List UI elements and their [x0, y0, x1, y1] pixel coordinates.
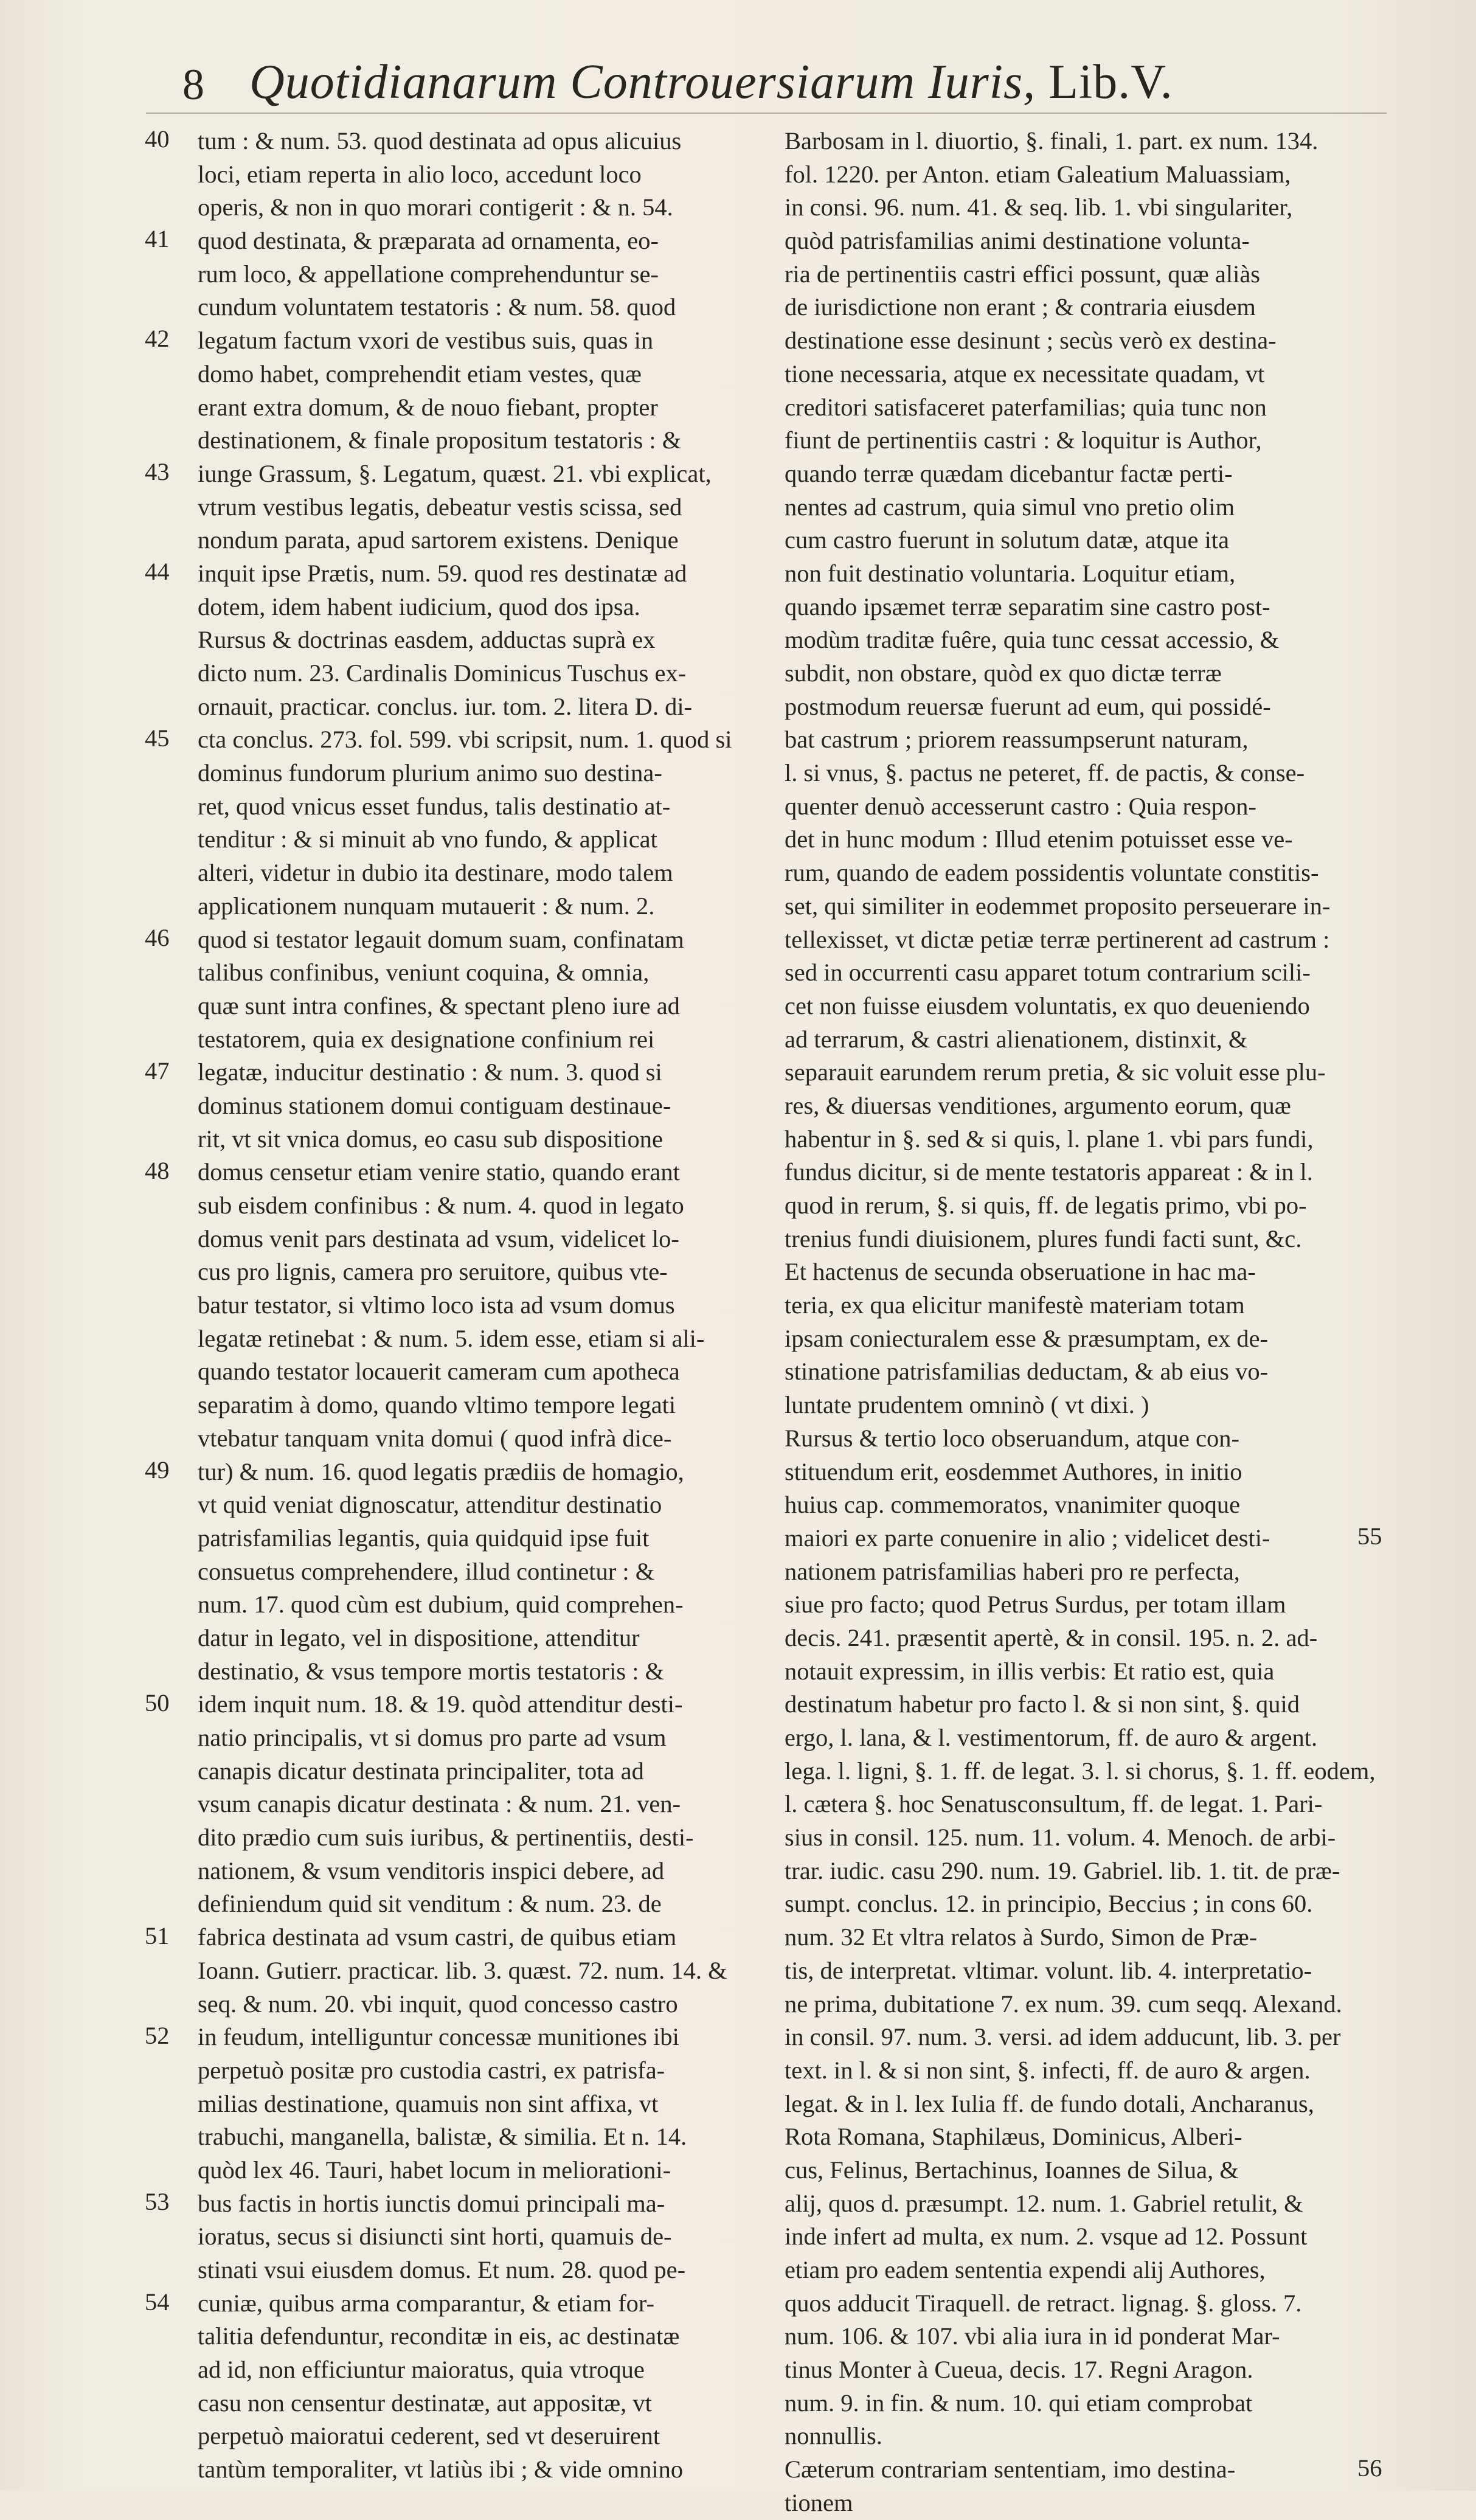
text-line: natio principalis, vt si domus pro parte ad vsum — [198, 1724, 667, 1751]
paragraph-number: 43 — [145, 458, 170, 485]
text-line: ad terrarum, & castri alienationem, distinxit, & — [785, 1025, 1248, 1053]
text-line: datur in legato, vel in dispositione, attenditur — [198, 1623, 640, 1651]
text-line: luntate prudentem omninò ( vt dixi. ) — [785, 1391, 1149, 1419]
text-line: ornauit, practicar. conclus. iur. tom. 2. litera D. di- — [198, 692, 693, 720]
text-line: notauit expressim, in illis verbis: Et ratio est, quia — [785, 1657, 1275, 1685]
paragraph-number: 40 — [145, 125, 170, 153]
text-line: sius in consil. 125. num. 11. volum. 4. Menoch. de arbi- — [785, 1824, 1336, 1852]
running-book: Lib.V. — [1048, 55, 1173, 109]
text-line: l. cætera §. hoc Senatusconsultum, ff. de legat. 1. Pari- — [785, 1790, 1323, 1818]
text-line: cuniæ, quibus arma comparantur, & etiam for- — [198, 2289, 655, 2317]
text-line: milias destinatione, quamuis non sint affixa, vt — [198, 2089, 659, 2117]
text-line: quæ sunt intra confines, & spectant pleno iure ad — [198, 991, 680, 1019]
text-line: Rursus & doctrinas easdem, adductas suprà ex — [198, 626, 656, 654]
text-line: nondum parata, apud sartorem existens. Denique — [198, 526, 679, 554]
text-line: legatum factum vxori de vestibus suis, quas in — [198, 327, 654, 355]
text-line: quando ipsæmet terræ separatim sine castro post- — [785, 592, 1270, 620]
text-line: siue pro facto; quod Petrus Surdus, per totam illam — [785, 1591, 1286, 1619]
text-line: alij, quos d. præsumpt. 12. num. 1. Gabriel retulit, & — [785, 2189, 1303, 2217]
text-line: applicationem nunquam mutauerit : & num. 2. — [198, 892, 655, 920]
text-line: trabuchi, manganella, balistæ, & similia. Et n. 14. — [198, 2123, 687, 2151]
text-line: tur) & num. 16. quod legatis prædiis de homagio, — [198, 1457, 684, 1485]
text-line: testatorem, quia ex designatione confinium rei — [198, 1025, 655, 1053]
text-line: inquit ipse Prætis, num. 59. quod res destinatæ ad — [198, 559, 687, 587]
text-line: Rursus & tertio loco obseruandum, atque con- — [785, 1424, 1239, 1452]
paragraph-number: 50 — [145, 1689, 170, 1716]
paragraph-number: 53 — [145, 2188, 170, 2216]
text-line: sumpt. conclus. 12. in principio, Beccius ; in cons 60. — [785, 1890, 1313, 1918]
text-line: rit, vt sit vnica domus, eo casu sub dispositione — [198, 1125, 663, 1153]
text-line: quòd patrisfamilias animi destinatione volunta- — [785, 227, 1250, 255]
paragraph-number: 41 — [145, 225, 170, 253]
text-line: postmodum reuersæ fuerunt ad eum, qui possidé- — [785, 692, 1271, 720]
text-line: sub eisdem confinibus : & num. 4. quod in legato — [198, 1192, 684, 1219]
text-line: talitia defenduntur, reconditæ in eis, ac destinatæ — [198, 2322, 680, 2350]
text-line: nonnullis. — [785, 2422, 882, 2450]
text-line: tenditur : & si minuit ab vno fundo, & applicat — [198, 825, 657, 853]
text-line: etiam pro eadem sententia expendi alij Authores, — [785, 2256, 1266, 2283]
text-line: fol. 1220. per Anton. etiam Galeatium Maluassiam, — [785, 160, 1291, 188]
text-line: cus, Felinus, Bertachinus, Ioannes de Silua, & — [785, 2156, 1239, 2184]
text-line: nentes ad castrum, quia simul vno pretio olim — [785, 493, 1235, 521]
text-line: lega. l. ligni, §. 1. ff. de legat. 3. l. si chorus, §. 1. ff. eodem, — [785, 1757, 1376, 1785]
left-column — [198, 125, 745, 2487]
text-line: Barbosam in l. diuortio, §. finali, 1. part. ex num. 134. — [785, 127, 1318, 154]
paragraph-number: 49 — [145, 1456, 170, 1484]
text-line: destinatum habetur pro facto l. & si non sint, §. quid — [785, 1690, 1300, 1718]
text-line: tantùm temporaliter, vt latiùs ibi ; & vide omnino — [198, 2456, 684, 2484]
text-line: stinati vsui eiusdem domus. Et num. 28. quod pe- — [198, 2256, 686, 2283]
paragraph-number: 52 — [145, 2021, 170, 2049]
text-line: alteri, videtur in dubio ita destinare, modo talem — [198, 859, 673, 887]
text-line: ne prima, dubitatione 7. ex num. 39. cum seqq. Alexand. — [785, 1990, 1342, 2018]
text-line: in consil. 97. num. 3. versi. ad idem adducunt, lib. 3. per — [785, 2023, 1341, 2051]
text-line: quod si testator legauit domum suam, confinatam — [198, 925, 684, 953]
text-line: domus venit pars destinata ad vsum, videlicet lo- — [198, 1224, 679, 1252]
text-line: casu non censentur destinatæ, aut appositæ, vt — [198, 2389, 652, 2417]
text-line: tellexisset, vt dictæ petiæ terræ pertinerent ad castrum : — [785, 925, 1330, 953]
text-line: legat. & in l. lex Iulia ff. de fundo dotali, Ancharanus, — [785, 2089, 1314, 2117]
running-title — [249, 55, 1173, 110]
text-line: Rota Romana, Staphilæus, Dominicus, Alberi- — [785, 2123, 1242, 2151]
text-line: cum castro fuerunt in solutum datæ, atque ita — [785, 526, 1230, 554]
text-line: de iurisdictione non erant ; & contraria eiusdem — [785, 293, 1256, 321]
text-line: bus factis in hortis iunctis domui principali ma- — [198, 2189, 665, 2217]
text-line: seq. & num. 20. vbi inquit, quod concesso castro — [198, 1990, 678, 2018]
text-line: vtebatur tanquam vnita domui ( quod infrà dice- — [198, 1424, 672, 1452]
text-line: vtrum vestibus legatis, debeatur vestis scissa, sed — [198, 493, 682, 521]
text-line: fundus dicitur, si de mente testatoris appareat : & in l. — [785, 1158, 1313, 1186]
text-line: tinus Monter à Cueua, decis. 17. Regni Aragon. — [785, 2356, 1253, 2384]
text-line: vt quid veniat dignoscatur, attenditur destinatio — [198, 1491, 662, 1519]
text-line: habentur in §. sed & si quis, l. plane 1. vbi pars fundi, — [785, 1125, 1314, 1153]
text-line: cundum voluntatem testatoris : & num. 58. quod — [198, 293, 676, 321]
paragraph-number: 56 — [1357, 2454, 1382, 2482]
text-line: dominus fundorum plurium animo suo destina- — [198, 759, 662, 787]
text-line: non fuit destinatio voluntaria. Loquitur etiam, — [785, 559, 1236, 587]
text-line: num. 17. quod cùm est dubium, quid comprehen- — [198, 1591, 684, 1619]
paragraph-number: 44 — [145, 558, 170, 586]
text-line: ergo, l. lana, & l. vestimentorum, ff. de auro & argent. — [785, 1724, 1318, 1751]
text-line: cet non fuisse eiusdem voluntatis, ex quo deueniendo — [785, 991, 1310, 1019]
running-title-text: Quotidianarum Controuersiarum Iuris, — [249, 55, 1036, 109]
text-line: in feudum, intelliguntur concessæ munitiones ibi — [198, 2023, 679, 2051]
text-line: quando terræ quædam dicebantur factæ perti- — [785, 459, 1233, 487]
paragraph-number: 42 — [145, 325, 170, 353]
text-line: trenius fundi diuisionem, plures fundi facti sunt, &c. — [785, 1224, 1302, 1252]
text-line: quòd lex 46. Tauri, habet locum in meliorationi- — [198, 2156, 671, 2184]
text-line: ioratus, secus si disiuncti sint horti, quamuis de- — [198, 2223, 672, 2251]
paragraph-number: 47 — [145, 1057, 170, 1085]
text-line: quod destinata, & præparata ad ornamenta, eo- — [198, 227, 659, 255]
text-line: cta conclus. 273. fol. 599. vbi scripsit, num. 1. quod si — [198, 726, 732, 754]
text-line: sed in occurrenti casu apparet totum contrarium scili- — [785, 959, 1311, 987]
text-line: l. si vnus, §. pactus ne peteret, ff. de pactis, & conse- — [785, 759, 1305, 787]
text-line: nationem patrisfamilias haberi pro re perfecta, — [785, 1557, 1240, 1585]
text-line: destinatio, & vsus tempore mortis testatoris : & — [198, 1657, 665, 1685]
text-line: legatæ, inducitur destinatio : & num. 3. quod si — [198, 1058, 662, 1086]
text-line: text. in l. & si non sint, §. infecti, ff. de auro & argen. — [785, 2056, 1311, 2084]
paragraph-number: 45 — [145, 724, 170, 752]
text-line: definiendum quid sit venditum : & num. 23. de — [198, 1890, 662, 1918]
text-line: quando testator locauerit cameram cum apotheca — [198, 1358, 680, 1386]
paragraph-number: 54 — [145, 2288, 170, 2316]
text-line: quos adducit Tiraquell. de retract. lignag. §. gloss. 7. — [785, 2289, 1302, 2317]
text-line: legatæ retinebat : & num. 5. idem esse, etiam si ali- — [198, 1324, 705, 1352]
text-line: domo habet, comprehendit etiam vestes, quæ — [198, 359, 642, 387]
text-line: domus censetur etiam venire statio, quando erant — [198, 1158, 680, 1186]
text-line: dominus stationem domui contiguam destinaue- — [198, 1091, 671, 1119]
text-line: subdit, non obstare, quòd ex quo dictæ terræ — [785, 659, 1222, 687]
text-line: ret, quod vnicus esset fundus, talis destinatio at- — [198, 792, 671, 820]
text-line: tione necessaria, atque ex necessitate quadam, vt — [785, 359, 1265, 387]
text-line: dicto num. 23. Cardinalis Dominicus Tuschus ex- — [198, 659, 687, 687]
text-line: modùm traditæ fuêre, quia tunc cessat accessio, & — [785, 626, 1280, 654]
text-line: in consi. 96. num. 41. & seq. lib. 1. vbi singulariter, — [785, 193, 1293, 221]
text-line: fiunt de pertinentiis castri : & loquitur is Author, — [785, 426, 1262, 454]
text-line: Cæterum contrariam sententiam, imo destina- — [785, 2456, 1236, 2484]
text-line: operis, & non in quo morari contigerit : & n. 54. — [198, 193, 673, 221]
text-line: stituendum erit, eosdemmet Authores, in initio — [785, 1457, 1242, 1485]
text-line: dotem, idem habent iudicium, quod dos ipsa. — [198, 592, 640, 620]
text-line: consuetus comprehendere, illud continetur : & — [198, 1557, 655, 1585]
text-line: batur testator, si vltimo loco ista ad vsum domus — [198, 1291, 675, 1319]
text-line: ria de pertinentiis castri effici possunt, quæ aliàs — [785, 260, 1261, 288]
header-rule — [146, 113, 1387, 114]
text-line: rum loco, & appellatione comprehenduntur se- — [198, 260, 659, 288]
text-line: tionem — [785, 2488, 853, 2516]
text-line: stinatione patrisfamilias deductam, & ab eius vo- — [785, 1358, 1269, 1386]
text-line: separauit earundem rerum pretia, & sic voluit esse plu- — [785, 1058, 1326, 1086]
text-line: ad id, non efficiuntur maioratus, quia vtroque — [198, 2356, 645, 2384]
text-line: dito prædio cum suis iuribus, & pertinentiis, desti- — [198, 1824, 694, 1852]
text-line: erant extra domum, & de nouo fiebant, propter — [198, 393, 658, 421]
page-header — [182, 55, 1338, 116]
paragraph-number: 46 — [145, 923, 170, 951]
text-line: quenter denuò accesserunt castro : Quia respon- — [785, 792, 1256, 820]
text-line: quod in rerum, §. si quis, ff. de legatis primo, vbi po- — [785, 1192, 1307, 1219]
paragraph-number: 51 — [145, 1921, 170, 1949]
text-line: vsum canapis dicatur destinata : & num. 21. ven- — [198, 1790, 681, 1818]
text-line: destinationem, & finale propositum testatoris : & — [198, 426, 682, 454]
paragraph-number: 48 — [145, 1156, 170, 1184]
paragraph-number: 55 — [1357, 1522, 1382, 1550]
text-line: rum, quando de eadem possidentis voluntate constitis- — [785, 859, 1319, 887]
text-line: talibus confinibus, veniunt coquina, & omnia, — [198, 959, 650, 987]
text-line: num. 32 Et vltra relatos à Surdo, Simon de Præ- — [785, 1923, 1258, 1951]
text-line: maiori ex parte conuenire in alio ; videlicet desti- — [785, 1524, 1270, 1552]
text-line: res, & diuersas venditiones, argumento eorum, quæ — [785, 1091, 1291, 1119]
text-line: patrisfamilias legantis, quia quidquid ipse fuit — [198, 1524, 650, 1552]
text-line: destinatione esse desinunt ; secùs verò ex destina- — [785, 327, 1277, 355]
text-line: canapis dicatur destinata principaliter, tota ad — [198, 1757, 644, 1785]
text-line: iunge Grassum, §. Legatum, quæst. 21. vbi explicat, — [198, 459, 712, 487]
text-line: teria, ex qua elicitur manifestè materiam totam — [785, 1291, 1245, 1319]
text-line: nationem, & vsum venditoris inspici debere, ad — [198, 1856, 665, 1884]
text-line: trar. iudic. casu 290. num. 19. Gabriel. lib. 1. tit. de præ- — [785, 1856, 1340, 1884]
text-line: tum : & num. 53. quod destinata ad opus alicuius — [198, 127, 682, 154]
text-line: Ioann. Gutierr. practicar. lib. 3. quæst. 72. num. 14. & — [198, 1956, 727, 1984]
text-line: decis. 241. præsentit apertè, & in consil. 195. n. 2. ad- — [785, 1623, 1318, 1651]
text-line: idem inquit num. 18. & 19. quòd attenditur desti- — [198, 1690, 683, 1718]
text-line: loci, etiam reperta in alio loco, accedunt loco — [198, 160, 642, 188]
text-line: set, qui similiter in eodemmet proposito perseuerare in- — [785, 892, 1331, 920]
text-line: num. 106. & 107. vbi alia iura in id ponderat Mar- — [785, 2322, 1280, 2350]
text-line: inde infert ad multa, ex num. 2. vsque ad 12. Possunt — [785, 2223, 1308, 2251]
text-line: bat castrum ; priorem reassumpserunt naturam, — [785, 726, 1249, 754]
text-line: separatim à domo, quando vltimo tempore legati — [198, 1391, 676, 1419]
page-number: 8 — [182, 60, 204, 109]
text-line: det in hunc modum : Illud etenim potuisset esse ve- — [785, 825, 1293, 853]
text-line: Et hactenus de secunda obseruatione in hac ma- — [785, 1258, 1256, 1286]
text-line: fabrica destinata ad vsum castri, de quibus etiam — [198, 1923, 677, 1951]
text-line: ipsam coniecturalem esse & præsumptam, ex de- — [785, 1324, 1269, 1352]
text-line: huius cap. commemoratos, vnanimiter quoque — [785, 1491, 1241, 1519]
text-line: num. 9. in fin. & num. 10. qui etiam comprobat — [785, 2389, 1253, 2417]
text-line: tis, de interpretat. vltimar. volunt. lib. 4. interpretatio- — [785, 1956, 1312, 1984]
text-line: creditori satisfaceret paterfamilias; quia tunc non — [785, 393, 1267, 421]
text-line: perpetuò maioratui cederent, sed vt deseruirent — [198, 2422, 660, 2450]
text-line: perpetuò positæ pro custodia castri, ex patrisfa- — [198, 2056, 665, 2084]
text-line: cus pro lignis, camera pro seruitore, quibus vte- — [198, 1258, 668, 1286]
